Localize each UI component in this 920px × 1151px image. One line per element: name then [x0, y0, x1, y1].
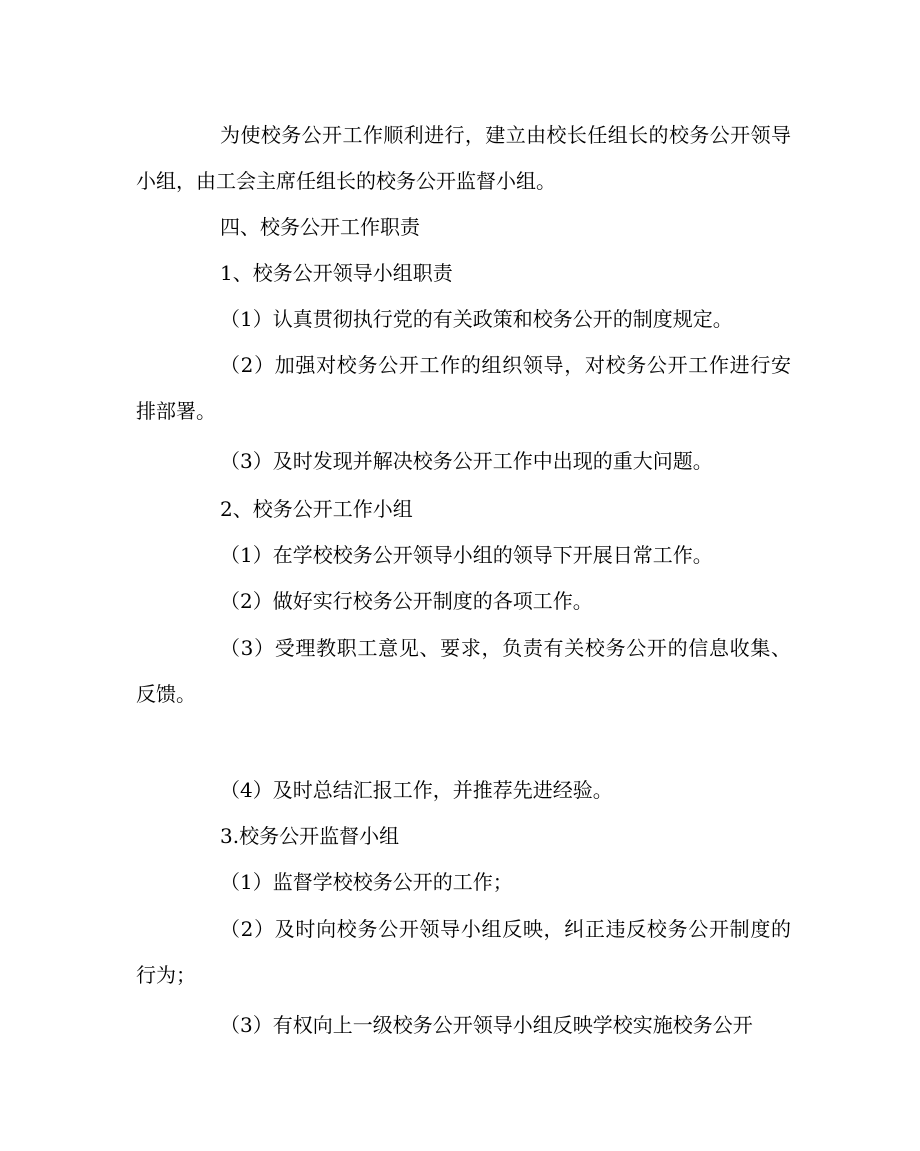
list-item-leadership-3: （3）及时发现并解决校务公开工作中出现的重大问题。	[220, 449, 713, 473]
list-item-working-4: （4）及时总结汇报工作，并推荐先进经验。	[220, 778, 613, 802]
subheading-supervision-group: 3.校务公开监督小组	[220, 824, 400, 848]
list-item-supervision-1: （1）监督学校校务公开的工作；	[220, 870, 513, 894]
list-item-supervision-3: （3）有权向上一级校务公开领导小组反映学校实施校务公开	[220, 1013, 753, 1037]
list-item-supervision-2: （2）及时向校务公开领导小组反映，纠正违反校务公开制度的行为；	[136, 917, 791, 987]
list-item-working-3: （3）受理教职工意见、要求，负责有关校务公开的信息收集、反馈。	[136, 636, 791, 706]
subheading-working-group: 2、校务公开工作小组	[220, 497, 413, 521]
paragraph-intro: 为使校务公开工作顺利进行，建立由校长任组长的校务公开领导小组，由工会主席任组长的校务公开监督小组。	[136, 123, 791, 193]
list-item-leadership-1: （1）认真贯彻执行党的有关政策和校务公开的制度规定。	[220, 307, 733, 331]
list-item-leadership-2: （2）加强对校务公开工作的组织领导，对校务公开工作进行安排部署。	[136, 353, 791, 423]
list-item-working-1: （1）在学校校务公开领导小组的领导下开展日常工作。	[220, 543, 713, 567]
subheading-leadership-group: 1、校务公开领导小组职责	[220, 261, 453, 285]
list-item-working-2: （2）做好实行校务公开制度的各项工作。	[220, 589, 593, 613]
section-heading-duties: 四、校务公开工作职责	[220, 215, 420, 239]
